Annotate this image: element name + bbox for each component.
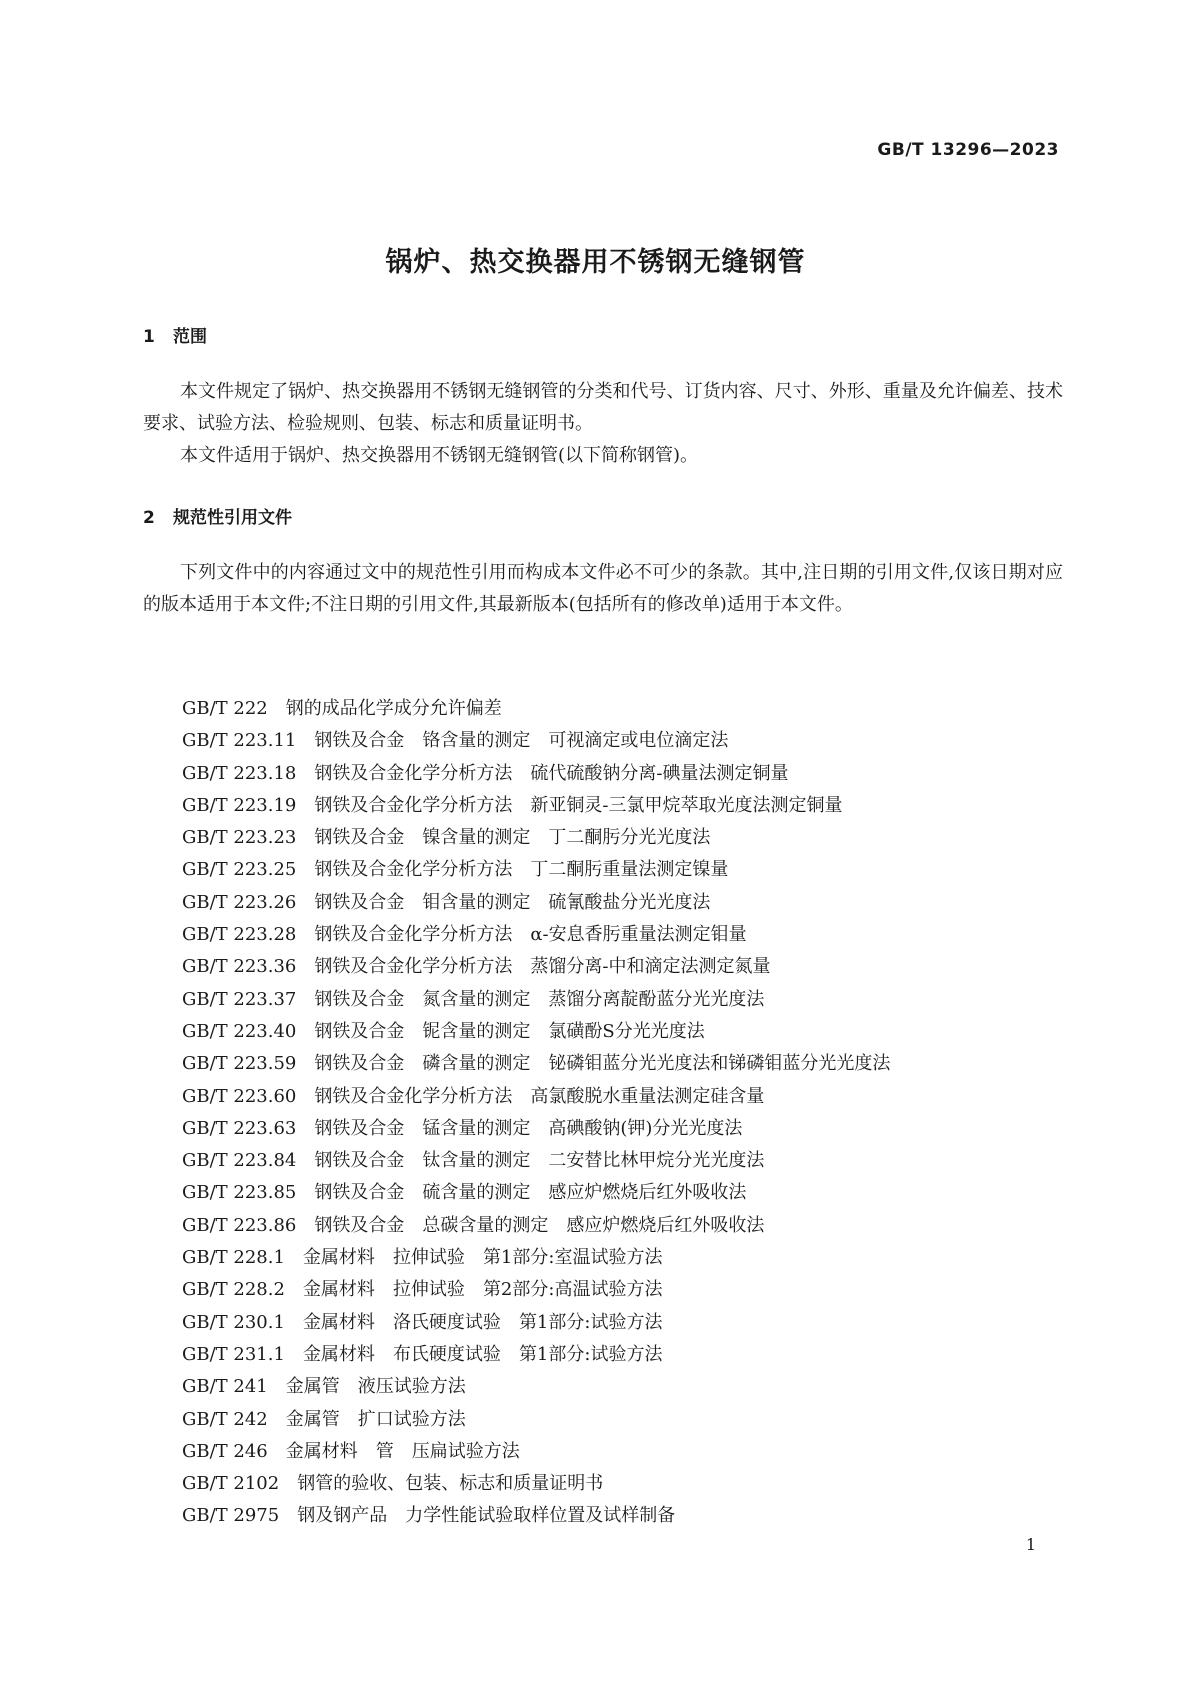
reference-code: GB/T 223.23 <box>182 827 297 849</box>
reference-title-part-3: 第1部分:室温试验方法 <box>482 1247 663 1269</box>
reference-item <box>182 1500 890 1532</box>
reference-code: GB/T 228.2 <box>182 1279 285 1301</box>
reference-code: GB/T 246 <box>182 1440 268 1462</box>
reference-title-part-2: 总碳含量的测定 <box>422 1214 549 1236</box>
reference-code: GB/T 231.1 <box>182 1343 285 1365</box>
reference-title-part-3: 二安替比林甲烷分光光度法 <box>548 1150 765 1172</box>
reference-title-part-1: 钢铁及合金化学分析方法 <box>314 762 513 784</box>
reference-item <box>182 1016 890 1048</box>
reference-title-part-1: 钢铁及合金 <box>314 1150 405 1172</box>
reference-code: GB/T 223.18 <box>182 762 297 784</box>
reference-title-part-2: 力学性能试验取样位置及试样制备 <box>405 1505 676 1527</box>
reference-code: GB/T 223.36 <box>182 956 297 978</box>
reference-item <box>182 1371 890 1403</box>
reference-title-part-1: 钢铁及合金 <box>314 1214 405 1236</box>
reference-title-part-3: 硫氰酸盐分光光度法 <box>548 891 711 913</box>
reference-title-part-1: 金属材料 <box>302 1343 375 1365</box>
reference-title-part-3: 可视滴定或电位滴定法 <box>548 730 729 752</box>
reference-item <box>182 1468 890 1500</box>
reference-code: GB/T 223.84 <box>182 1150 297 1172</box>
reference-item <box>182 951 890 983</box>
reference-title-part-2: 硫含量的测定 <box>422 1182 531 1204</box>
reference-title-part-2: 管 <box>375 1440 394 1462</box>
reference-title-part-1: 钢铁及合金化学分析方法 <box>314 956 513 978</box>
reference-title-part-1: 金属管 <box>285 1376 340 1398</box>
reference-list <box>182 693 890 1533</box>
reference-title-part-1: 金属材料 <box>302 1279 375 1301</box>
scope-paragraph-1: 本文件规定了锅炉、热交换器用不锈钢无缝钢管的分类和代号、订货内容、尺寸、外形、重量及允许偏差、技术要求、试验方法、检验规则、包装、标志和质量证明书。 <box>143 381 1063 434</box>
reference-title-part-1: 钢铁及合金化学分析方法 <box>314 1085 513 1107</box>
reference-title-part-3: 第1部分:试验方法 <box>518 1311 663 1333</box>
reference-title-part-1: 金属管 <box>285 1408 340 1430</box>
reference-item <box>182 725 890 757</box>
reference-code: GB/T 223.26 <box>182 891 297 913</box>
reference-code: GB/T 222 <box>182 698 268 719</box>
reference-code: GB/T 223.28 <box>182 924 297 946</box>
reference-title-part-1: 钢铁及合金 <box>314 730 405 752</box>
reference-title-part-2: 锰含量的测定 <box>422 1117 531 1139</box>
reference-title-part-1: 钢铁及合金 <box>314 1020 405 1042</box>
reference-code: GB/T 223.40 <box>182 1020 297 1042</box>
reference-title-part-2: 丁二酮肟重量法测定镍量 <box>530 859 729 881</box>
reference-title-part-2: 高氯酸脱水重量法测定硅含量 <box>530 1085 765 1107</box>
reference-title-part-1: 钢铁及合金化学分析方法 <box>314 794 513 816</box>
reference-title-part-1: 钢铁及合金化学分析方法 <box>314 924 513 946</box>
reference-title-part-1: 钢铁及合金 <box>314 1117 405 1139</box>
reference-code: GB/T 242 <box>182 1408 268 1430</box>
reference-title-part-2: 镍含量的测定 <box>422 827 531 849</box>
section-2-number: 2 <box>143 508 155 528</box>
document-title: 锅炉、热交换器用不锈钢无缝钢管 <box>385 247 806 278</box>
reference-item <box>182 1113 890 1145</box>
reference-code: GB/T 223.37 <box>182 988 297 1010</box>
reference-title-part-1: 钢的成品化学成分允许偏差 <box>285 698 502 719</box>
reference-code: GB/T 223.11 <box>182 730 297 752</box>
reference-title-part-3: 第1部分:试验方法 <box>518 1343 663 1365</box>
reference-item <box>182 1339 890 1371</box>
reference-title-part-2: 铌含量的测定 <box>422 1020 531 1042</box>
reference-item <box>182 1081 890 1113</box>
reference-item <box>182 822 890 854</box>
reference-title-part-1: 钢铁及合金 <box>314 891 405 913</box>
reference-title-part-1: 钢及钢产品 <box>297 1505 388 1527</box>
reference-title-part-3: 蒸馏分离靛酚蓝分光光度法 <box>548 988 765 1010</box>
reference-title-part-2: 拉伸试验 <box>392 1247 465 1269</box>
reference-item <box>182 984 890 1016</box>
reference-title-part-3: 感应炉燃烧后红外吸收法 <box>566 1214 765 1236</box>
reference-title-part-3: 压扁试验方法 <box>411 1440 520 1462</box>
reference-title-part-3: 高碘酸钠(钾)分光光度法 <box>548 1117 743 1139</box>
reference-title-part-2: 拉伸试验 <box>392 1279 465 1301</box>
reference-title-part-2: 蒸馏分离-中和滴定法测定氮量 <box>530 956 771 978</box>
section-2-heading <box>143 503 292 528</box>
reference-item <box>182 919 890 951</box>
reference-item <box>182 1436 890 1468</box>
reference-title-part-1: 钢铁及合金化学分析方法 <box>314 859 513 881</box>
reference-title-part-2: 新亚铜灵-三氯甲烷萃取光度法测定铜量 <box>530 794 843 816</box>
reference-item <box>182 1242 890 1274</box>
reference-title-part-1: 钢铁及合金 <box>314 827 405 849</box>
reference-title-part-2: 磷含量的测定 <box>422 1053 531 1075</box>
reference-code: GB/T 223.63 <box>182 1117 297 1139</box>
reference-code: GB/T 2102 <box>182 1473 280 1495</box>
reference-item <box>182 1210 890 1242</box>
section-1-number: 1 <box>143 327 155 347</box>
reference-title-part-3: 铋磷钼蓝分光光度法和锑磷钼蓝分光光度法 <box>548 1053 891 1075</box>
reference-title-part-1: 钢铁及合金 <box>314 1182 405 1204</box>
reference-title-part-2: 液压试验方法 <box>357 1376 466 1398</box>
reference-code: GB/T 223.19 <box>182 794 297 816</box>
reference-item <box>182 1274 890 1306</box>
reference-item <box>182 1048 890 1080</box>
reference-code: GB/T 223.59 <box>182 1053 297 1075</box>
reference-item <box>182 693 890 725</box>
reference-item <box>182 1177 890 1209</box>
reference-title-part-3: 氯磺酚S分光光度法 <box>548 1020 705 1042</box>
reference-title-part-2: 钛含量的测定 <box>422 1150 531 1172</box>
reference-code: GB/T 2975 <box>182 1505 280 1527</box>
section-1-heading <box>143 322 207 347</box>
reference-title-part-2: 硫代硫酸钠分离-碘量法测定铜量 <box>530 762 789 784</box>
reference-code: GB/T 223.85 <box>182 1182 297 1204</box>
reference-title-part-2: 氮含量的测定 <box>422 988 531 1010</box>
reference-title-part-1: 钢铁及合金 <box>314 988 405 1010</box>
reference-title-part-1: 钢铁及合金 <box>314 1053 405 1075</box>
reference-title-part-3: 丁二酮肟分光光度法 <box>548 827 711 849</box>
reference-title-part-2: 扩口试验方法 <box>357 1408 466 1430</box>
standard-number: GB/T 13296—2023 <box>877 140 1059 160</box>
reference-title-part-2: 洛氏硬度试验 <box>392 1311 501 1333</box>
reference-code: GB/T 241 <box>182 1376 268 1398</box>
reference-code: GB/T 228.1 <box>182 1247 285 1269</box>
section-1-title: 范围 <box>173 327 207 347</box>
reference-title-part-2: 布氏硬度试验 <box>392 1343 501 1365</box>
reference-code: GB/T 223.60 <box>182 1085 297 1107</box>
reference-title-part-3: 第2部分:高温试验方法 <box>482 1279 663 1301</box>
references-intro: 下列文件中的内容通过文中的规范性引用而构成本文件必不可少的条款。其中,注日期的引用文件,仅该日期对应的版本适用于本文件;不注日期的引用文件,其最新版本(包括所有的修改单)适用于本文件。 <box>143 562 1063 615</box>
reference-title-part-1: 金属材料 <box>302 1247 375 1269</box>
reference-title-part-1: 金属材料 <box>302 1311 375 1333</box>
reference-item <box>182 887 890 919</box>
section-2-title: 规范性引用文件 <box>173 508 292 528</box>
reference-item <box>182 1307 890 1339</box>
reference-title-part-2: α-安息香肟重量法测定钼量 <box>530 924 747 946</box>
scope-paragraph-2: 本文件适用于锅炉、热交换器用不锈钢无缝钢管(以下简称钢管)。 <box>180 445 699 466</box>
reference-item <box>182 1145 890 1177</box>
reference-item <box>182 790 890 822</box>
page-number: 1 <box>1025 1535 1036 1554</box>
reference-code: GB/T 230.1 <box>182 1311 285 1333</box>
reference-item <box>182 758 890 790</box>
reference-title-part-2: 铬含量的测定 <box>422 730 531 752</box>
reference-title-part-1: 钢管的验收、包装、标志和质量证明书 <box>297 1473 604 1495</box>
reference-item <box>182 1404 890 1436</box>
reference-title-part-1: 金属材料 <box>285 1440 358 1462</box>
reference-title-part-3: 感应炉燃烧后红外吸收法 <box>548 1182 747 1204</box>
reference-code: GB/T 223.25 <box>182 859 297 881</box>
reference-title-part-2: 钼含量的测定 <box>422 891 531 913</box>
reference-code: GB/T 223.86 <box>182 1214 297 1236</box>
reference-item <box>182 854 890 886</box>
